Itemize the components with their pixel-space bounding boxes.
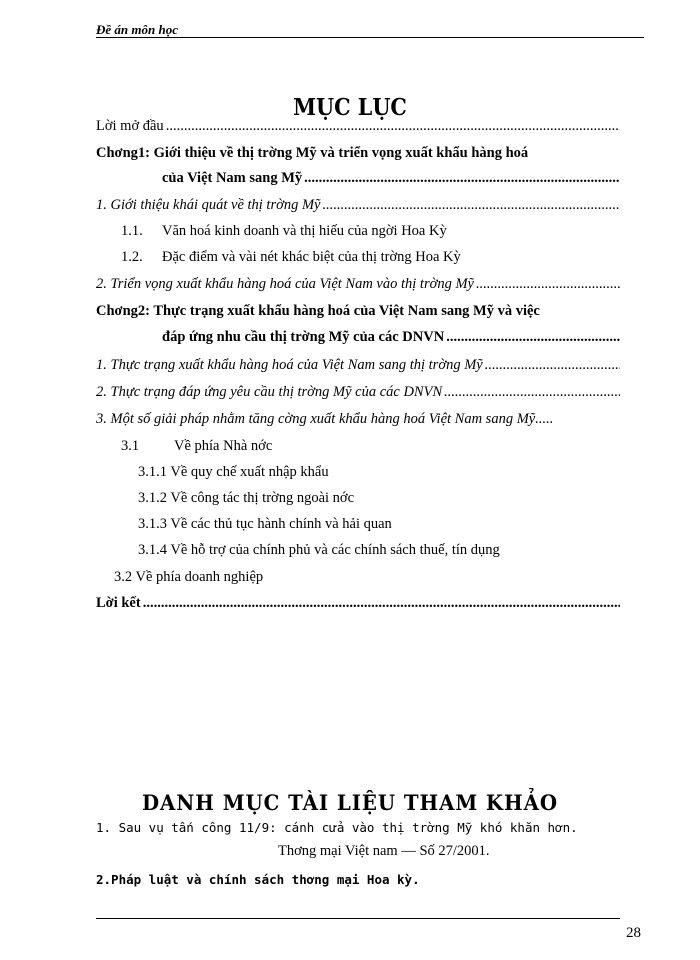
toc-title: MỤC LỤC <box>293 94 407 121</box>
toc-item-1-2: 2. Triển vọng xuất khẩu hàng hoá của Việt Nam vào thị trờng Mỹ ..... <box>96 276 620 298</box>
toc-item-chuong-1-cont: của Việt Nam sang Mỹ ..... <box>162 170 620 192</box>
toc-item-2-2: 2. Thực trạng đáp ứng yêu cầu thị trờng Mỹ của các DNVN ..... <box>96 384 620 406</box>
toc-item-chuong-1: Chơng1: Giới thiệu về thị trờng Mỹ và triển vọng xuất khẩu hàng hoá <box>96 145 529 161</box>
references-title: DANH MỤC TÀI LIỆU THAM KHẢO <box>141 790 559 815</box>
toc-item-2-3-1-2: 3.1.2 Về công tác thị trờng ngoài nớc <box>138 490 355 506</box>
reference-item-1-source: Thơng mại Việt nam — Số 27/2001. <box>278 843 490 859</box>
toc-item-loi-mo-dau: Lời mở đầu ..... <box>96 118 620 140</box>
toc-item-2-3-1-3: 3.1.3 Về các thủ tục hành chính và hải quan <box>138 516 392 532</box>
dot-leader <box>485 357 620 374</box>
toc-item-2-3-1-1: 3.1.1 Về quy chế xuất nhập khẩu <box>138 464 329 480</box>
reference-item-2: 2.Pháp luật và chính sách thơng mại Hoa kỳ. <box>96 872 420 887</box>
dot-leader <box>322 197 620 214</box>
dot-leader <box>476 276 620 293</box>
footer-rule <box>96 918 620 919</box>
dot-leader <box>446 329 620 346</box>
header-rule <box>96 37 644 38</box>
toc-item-1-1-2: 1.2. Đặc điểm và vài nét khác biệt của thị trờng Hoa Kỳ <box>121 249 461 265</box>
toc-item-2-3-2: 3.2 Về phía doanh nghiệp <box>114 569 264 585</box>
toc-item-chuong-2: Chơng2: Thực trạng xuất khẩu hàng hoá của Việt Nam sang Mỹ và việc <box>96 303 540 319</box>
toc-item-1-1-1: 1.1. Văn hoá kinh doanh và thị hiếu của ngời Hoa Kỳ <box>121 223 447 239</box>
toc-item-2-3-1-4: 3.1.4 Về hỗ trợ của chính phủ và các chính sách thuế, tín dụng <box>138 542 500 558</box>
dot-leader <box>304 170 620 187</box>
reference-item-1: 1. Sau vụ tấn công 11/9: cánh cửa vào thị trờng Mỹ khó khăn hơn. <box>96 820 578 835</box>
dot-leader <box>444 384 620 401</box>
toc-item-chuong-2-cont: đáp ứng nhu cầu thị trờng Mỹ của các DNVN ..... <box>162 329 620 351</box>
toc-item-2-3-1: 3.1 Về phía Nhà nớc <box>121 438 273 454</box>
header-text: Đề án môn học <box>96 22 178 37</box>
dot-leader <box>166 118 620 135</box>
toc-item-loi-ket: Lời kết ..... <box>96 595 620 617</box>
dot-leader <box>143 595 620 612</box>
toc-item-2-1: 1. Thực trạng xuất khẩu hàng hoá của Việt Nam sang thị trờng Mỹ ..... <box>96 357 620 379</box>
page-number: 28 <box>626 925 641 941</box>
toc-item-2-3: 3. Một số giải pháp nhằm tăng cờng xuất khẩu hàng hoá Việt Nam sang Mỹ..... <box>96 411 554 427</box>
toc-item-1-1: 1. Giới thiệu khái quát về thị trờng Mỹ ..... <box>96 197 620 219</box>
